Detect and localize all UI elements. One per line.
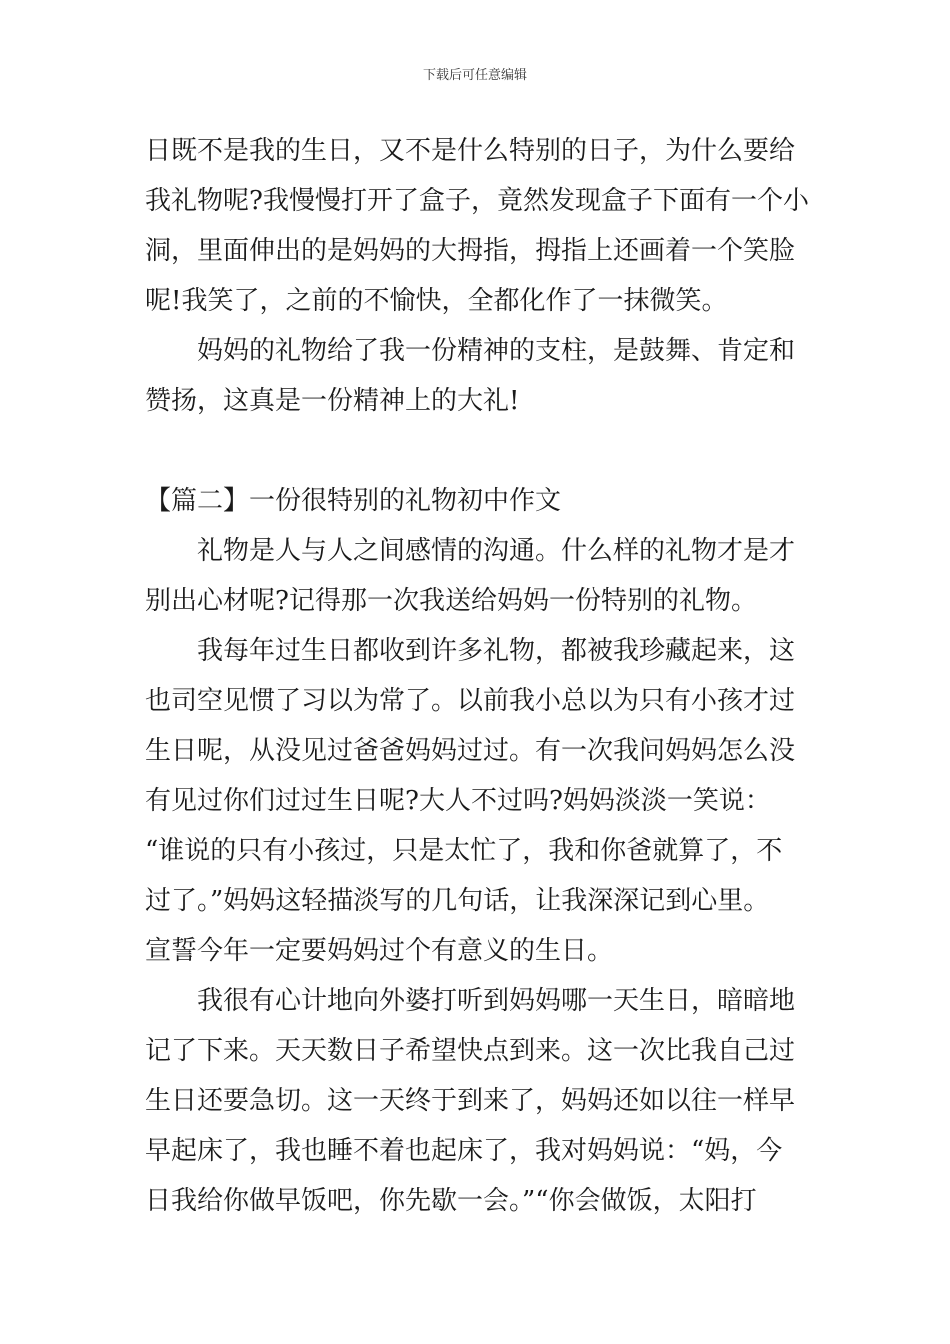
text-line: 呢!我笑了，之前的不愉快，全都化作了一抹微笑。	[145, 286, 728, 316]
text-line: “谁说的只有小孩过，只是太忙了，我和你爸就算了，不	[145, 836, 783, 866]
section-heading: 【篇二】一份很特别的礼物初中作文	[145, 486, 562, 516]
text-line: 也司空见惯了习以为常了。以前我小总以为只有小孩才过	[145, 686, 796, 716]
download-note: 下载后可任意编辑	[422, 68, 527, 83]
text-line: 早起床了，我也睡不着也起床了，我对妈妈说：“妈，今	[145, 1136, 783, 1166]
section-gap	[145, 426, 810, 476]
text-line: 记了下来。天天数日子希望快点到来。这一次比我自己过	[145, 1036, 796, 1066]
text-line: 我礼物呢?我慢慢打开了盒子，竟然发现盒子下面有一个小	[145, 186, 809, 216]
paragraph-start: 礼物是人与人之间感情的沟通。什么样的礼物才是才	[197, 536, 796, 566]
text-line: 日我给你做早饭吧，你先歇一会。”“你会做饭，太阳打	[145, 1186, 757, 1216]
paragraph-start: 我每年过生日都收到许多礼物，都被我珍藏起来，这	[197, 636, 796, 666]
text-line: 洞，里面伸出的是妈妈的大拇指，拇指上还画着一个笑脸	[145, 236, 796, 266]
text-line: 有见过你们过过生日呢?大人不过吗?妈妈淡淡一笑说：	[145, 786, 771, 816]
paragraph-start: 妈妈的礼物给了我一份精神的支柱，是鼓舞、肯定和	[197, 336, 796, 366]
text-line: 别出心材呢?记得那一次我送给妈妈一份特别的礼物。	[145, 586, 757, 616]
text-line: 赞扬，这真是一份精神上的大礼!	[145, 386, 520, 416]
text-line: 日既不是我的生日，又不是什么特别的日子，为什么要给	[145, 136, 796, 166]
paragraph-start: 我很有心计地向外婆打听到妈妈哪一天生日，暗暗地	[197, 986, 796, 1016]
text-line: 过了。”妈妈这轻描淡写的几句话，让我深深记到心里。	[145, 886, 770, 916]
text-line: 生日呢，从没见过爸爸妈妈过过。有一次我问妈妈怎么没	[145, 736, 796, 766]
document-body	[145, 126, 810, 1226]
text-line: 生日还要急切。这一天终于到来了，妈妈还如以往一样早	[145, 1086, 796, 1116]
text-line: 宣誓今年一定要妈妈过个有意义的生日。	[145, 936, 614, 966]
